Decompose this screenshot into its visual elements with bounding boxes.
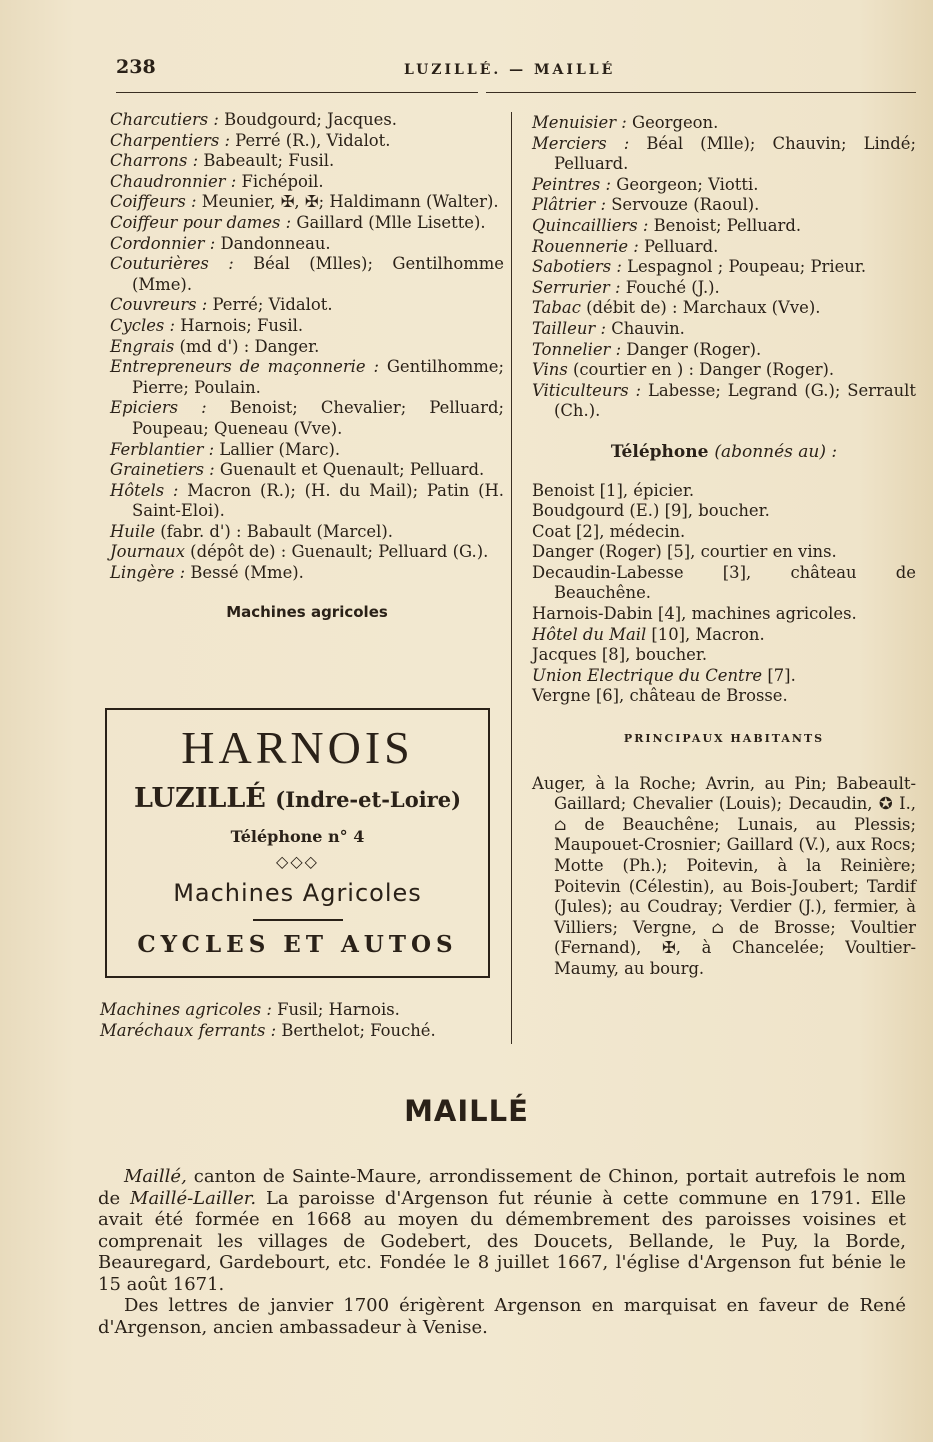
telephone-entry	[532, 686, 916, 707]
left-label: Chaudronnier :	[110, 171, 237, 191]
left-column	[110, 110, 504, 636]
left-after-text: Berthelot; Fouché.	[276, 1020, 436, 1040]
left-label: Couvreurs :	[110, 295, 208, 315]
right-text: Danger (Roger).	[621, 339, 762, 359]
right-text: Labesse; Legrand (G.); Serrault (Ch.).	[554, 380, 916, 421]
left-after-entry	[100, 1000, 504, 1021]
right-text: Fouché (J.).	[620, 277, 720, 297]
telephone-text: Decaudin-Labesse [3], château de Beauchêne.	[532, 562, 916, 603]
right-entry	[532, 298, 916, 319]
para1-a: canton de Sainte-Maure, arrondissement de Chinon, portait autrefois le nom de	[98, 1166, 906, 1209]
advert-place	[107, 784, 488, 815]
right-entry	[532, 340, 916, 361]
para1-b: La paroisse d'Argenson fut réunie à cette commune en 1791. Elle avait été formée en 1668 au moyen du démembrement des paroisses voisines et comprenait les villages de Godebert, des Doucets, Bellande, le Puy, la Borde, Beauregard, Gardebourt, etc. Fondée le 8 juillet 1667, l'église d'Argenson fut bénie le 15 août 1671.	[98, 1187, 906, 1295]
advert-ornament: ◇◇◇	[276, 852, 319, 871]
left-label: Coiffeur pour dames :	[110, 212, 292, 232]
left-after-label: Machines agricoles :	[100, 1000, 272, 1019]
paragraph-2: Des lettres de janvier 1700 érigèrent Argenson en marquisat en faveur de René d'Argenson, ancien ambassadeur à Venise.	[98, 1295, 906, 1338]
left-entry	[110, 440, 504, 461]
right-label: Sabotiers :	[532, 257, 622, 277]
left-label: Grainetiers :	[110, 460, 215, 480]
advert-phone: Téléphone n° 4	[230, 827, 365, 846]
right-label: Tonnelier :	[532, 339, 622, 359]
left-entry	[110, 192, 504, 213]
section-title: MAILLÉ	[404, 1094, 529, 1128]
left-after-label: Maréchaux ferrants :	[100, 1020, 277, 1040]
right-entry	[532, 257, 916, 278]
left-text: Gaillard (Mlle Lisette).	[291, 212, 486, 232]
left-label: Cordonnier :	[110, 233, 216, 253]
telephone-subtitle: (abonnés au) :	[714, 441, 838, 462]
right-entry	[532, 113, 916, 134]
left-label: Hôtels :	[110, 480, 179, 500]
left-text: Macron (R.); (H. du Mail); Patin (H. Saint-Eloi).	[132, 480, 505, 521]
right-text: Lespagnol ; Poupeau; Prieur.	[621, 257, 867, 277]
telephone-label: Union Electrique du Centre	[532, 665, 763, 685]
left-label: Entrepreneurs de maçonnerie :	[110, 357, 379, 377]
left-text: (dépôt de) : Guenault; Pelluard (G.).	[184, 542, 489, 562]
telephone-entry	[532, 481, 916, 502]
left-text: Meunier, ✠, ✠; Haldimann (Walter).	[196, 192, 499, 212]
right-entry	[532, 237, 916, 258]
left-after-entry	[100, 1021, 504, 1042]
telephone-text: Jacques [8], boucher.	[532, 645, 708, 665]
right-label: Viticulteurs :	[532, 380, 642, 400]
left-label: Epiciers :	[110, 398, 207, 418]
left-entry	[110, 522, 504, 543]
inhabitants-text: Auger, à la Roche; Avrin, au Pin; Babeault-Gaillard; Chevalier (Louis); Decaudin, ✪ I., ⌂ de Beauchêne; Lunais, au Plessis; Maupouet-Crosnier; Gaillard (V.), aux Rocs; Motte (Ph.); Poitevin, à la Reinière; Poitevin (Célestin), au Bois-Joubert; Tardif (Jules); au Coudray; Verdier (J.), fermier, à Villiers; Vergne, ⌂ de Brosse; Voultier (Fernand), ✠, à Chancelée; Voultier-Maumy, au bourg.	[532, 773, 916, 978]
left-text: Gentilhomme; Pierre; Poulain.	[132, 357, 504, 397]
left-text: Bessé (Mme).	[185, 563, 304, 583]
right-text: (courtier en ) : Danger (Roger).	[567, 360, 835, 380]
machines-heading: Machines agricoles	[226, 602, 388, 621]
left-text: Babeault; Fusil.	[198, 151, 335, 171]
left-after-entries	[100, 1000, 504, 1041]
left-entry	[110, 213, 504, 234]
right-label: Vins	[532, 360, 568, 380]
right-label: Peintres :	[532, 174, 612, 194]
left-entries	[110, 110, 504, 584]
telephone-entry	[532, 501, 916, 522]
header-rule-left	[116, 92, 478, 93]
right-entry	[532, 175, 916, 196]
telephone-entry	[532, 563, 916, 604]
telephone-entry	[532, 645, 916, 666]
telephone-text: Benoist [1], épicier.	[532, 480, 695, 500]
right-text: Pelluard.	[638, 236, 719, 256]
left-label: Huile	[110, 521, 156, 541]
left-label: Coiffeurs :	[110, 192, 197, 212]
section-body	[98, 1166, 906, 1338]
right-label: Plâtrier :	[532, 195, 606, 215]
left-entry	[110, 172, 504, 193]
telephone-heading	[532, 442, 916, 463]
left-entry	[110, 481, 504, 522]
right-text: Béal (Mlle); Chauvin; Lindé; Pelluard.	[554, 133, 916, 174]
telephone-text: [7].	[762, 665, 796, 685]
left-text: Harnois; Fusil.	[175, 315, 304, 335]
telephone-text: Vergne [6], château de Brosse.	[532, 686, 788, 706]
left-entry	[110, 131, 504, 152]
left-text: Guenault et Quenault; Pelluard.	[214, 460, 485, 480]
left-label: Charrons :	[110, 151, 199, 171]
left-label: Journaux	[110, 542, 185, 562]
right-entries	[532, 113, 916, 422]
header-rule-right	[486, 92, 916, 93]
telephone-text: Harnois-Dabin [4], machines agricoles.	[532, 604, 857, 624]
right-label: Tabac	[532, 298, 581, 318]
left-text: Lallier (Marc).	[214, 439, 341, 459]
left-after-advert	[100, 1000, 504, 1041]
advert-extra: CYCLES ET AUTOS	[137, 931, 458, 958]
advert-name: HARNOIS	[181, 722, 414, 773]
left-label: Cycles :	[110, 315, 176, 335]
left-text: Benoist; Chevalier; Pelluard; Poupeau; Queneau (Vve).	[132, 398, 504, 438]
inhabitants-heading: PRINCIPAUX HABITANTS	[623, 732, 825, 746]
left-text: Perré (R.), Vidalot.	[229, 130, 391, 150]
left-label: Couturières :	[110, 254, 234, 274]
left-entry	[110, 398, 504, 439]
telephone-list	[532, 481, 916, 708]
telephone-entry	[532, 522, 916, 543]
left-text: (md d') : Danger.	[174, 336, 320, 356]
left-label: Ferblantier :	[110, 439, 215, 459]
left-entry	[110, 254, 504, 295]
right-text: Benoist; Pelluard.	[648, 215, 802, 235]
left-entry	[110, 337, 504, 358]
left-entry	[110, 542, 504, 563]
telephone-label: Hôtel du Mail	[532, 624, 647, 644]
left-entry	[110, 234, 504, 255]
right-entry	[532, 360, 916, 381]
right-text: Georgeon.	[626, 113, 719, 132]
right-entry	[532, 195, 916, 216]
left-entry	[110, 460, 504, 481]
left-text: Boudgourd; Jacques.	[218, 110, 397, 129]
right-entry	[532, 278, 916, 299]
left-entry	[110, 110, 504, 131]
right-text: Servouze (Raoul).	[605, 195, 760, 215]
left-entry	[110, 563, 504, 584]
telephone-text: Danger (Roger) [5], courtier en vins.	[532, 542, 837, 562]
left-entry	[110, 151, 504, 172]
right-entry	[532, 381, 916, 422]
telephone-entry	[532, 604, 916, 625]
right-label: Merciers :	[532, 133, 630, 153]
telephone-entry	[532, 542, 916, 563]
harnois-advert	[105, 708, 490, 978]
telephone-text: Boudgourd (E.) [9], boucher.	[532, 501, 770, 521]
left-label: Charcutiers :	[110, 110, 219, 129]
advert-region: (Indre-et-Loire)	[275, 787, 462, 812]
right-entry	[532, 134, 916, 175]
left-label: Engrais	[110, 336, 175, 356]
advert-town: LUZILLÉ	[133, 783, 266, 814]
telephone-text: [10], Macron.	[646, 624, 765, 644]
right-label: Rouennerie :	[532, 236, 639, 256]
left-entry	[110, 316, 504, 337]
telephone-entry	[532, 625, 916, 646]
page-number: 238	[116, 56, 156, 78]
right-text: (débit de) : Marchaux (Vve).	[580, 298, 821, 318]
para1-ital: Maillé-Lailler.	[130, 1187, 257, 1209]
right-label: Quincailliers :	[532, 215, 649, 235]
right-label: Tailleur :	[532, 318, 606, 338]
telephone-title: Téléphone	[610, 441, 709, 462]
advert-rule	[253, 919, 343, 921]
left-label: Charpentiers :	[110, 130, 230, 150]
left-text: Fichépoil.	[236, 171, 324, 191]
left-entry	[110, 357, 504, 398]
left-text: Dandonneau.	[215, 233, 331, 253]
left-label: Lingère :	[110, 563, 186, 583]
left-text: Béal (Mlles); Gentilhomme (Mme).	[132, 254, 504, 294]
left-text: (fabr. d') : Babault (Marcel).	[155, 521, 393, 541]
right-text: Chauvin.	[605, 318, 685, 338]
right-entry	[532, 216, 916, 237]
paragraph-1	[98, 1166, 906, 1295]
para1-lead: Maillé,	[124, 1166, 187, 1187]
advert-business: Machines Agricoles	[173, 879, 422, 907]
left-after-text: Fusil; Harnois.	[271, 1000, 400, 1019]
left-entry	[110, 295, 504, 316]
right-text: Georgeon; Viotti.	[611, 174, 759, 194]
right-label: Serrurier :	[532, 277, 621, 297]
right-label: Menuisier :	[532, 113, 627, 132]
telephone-text: Coat [2], médecin.	[532, 521, 686, 541]
running-title: LUZILLÉ. — MAILLÉ	[404, 62, 616, 78]
left-text: Perré; Vidalot.	[207, 295, 333, 315]
telephone-entry	[532, 666, 916, 687]
right-entry	[532, 319, 916, 340]
column-divider	[511, 112, 512, 1044]
right-column	[532, 113, 916, 980]
